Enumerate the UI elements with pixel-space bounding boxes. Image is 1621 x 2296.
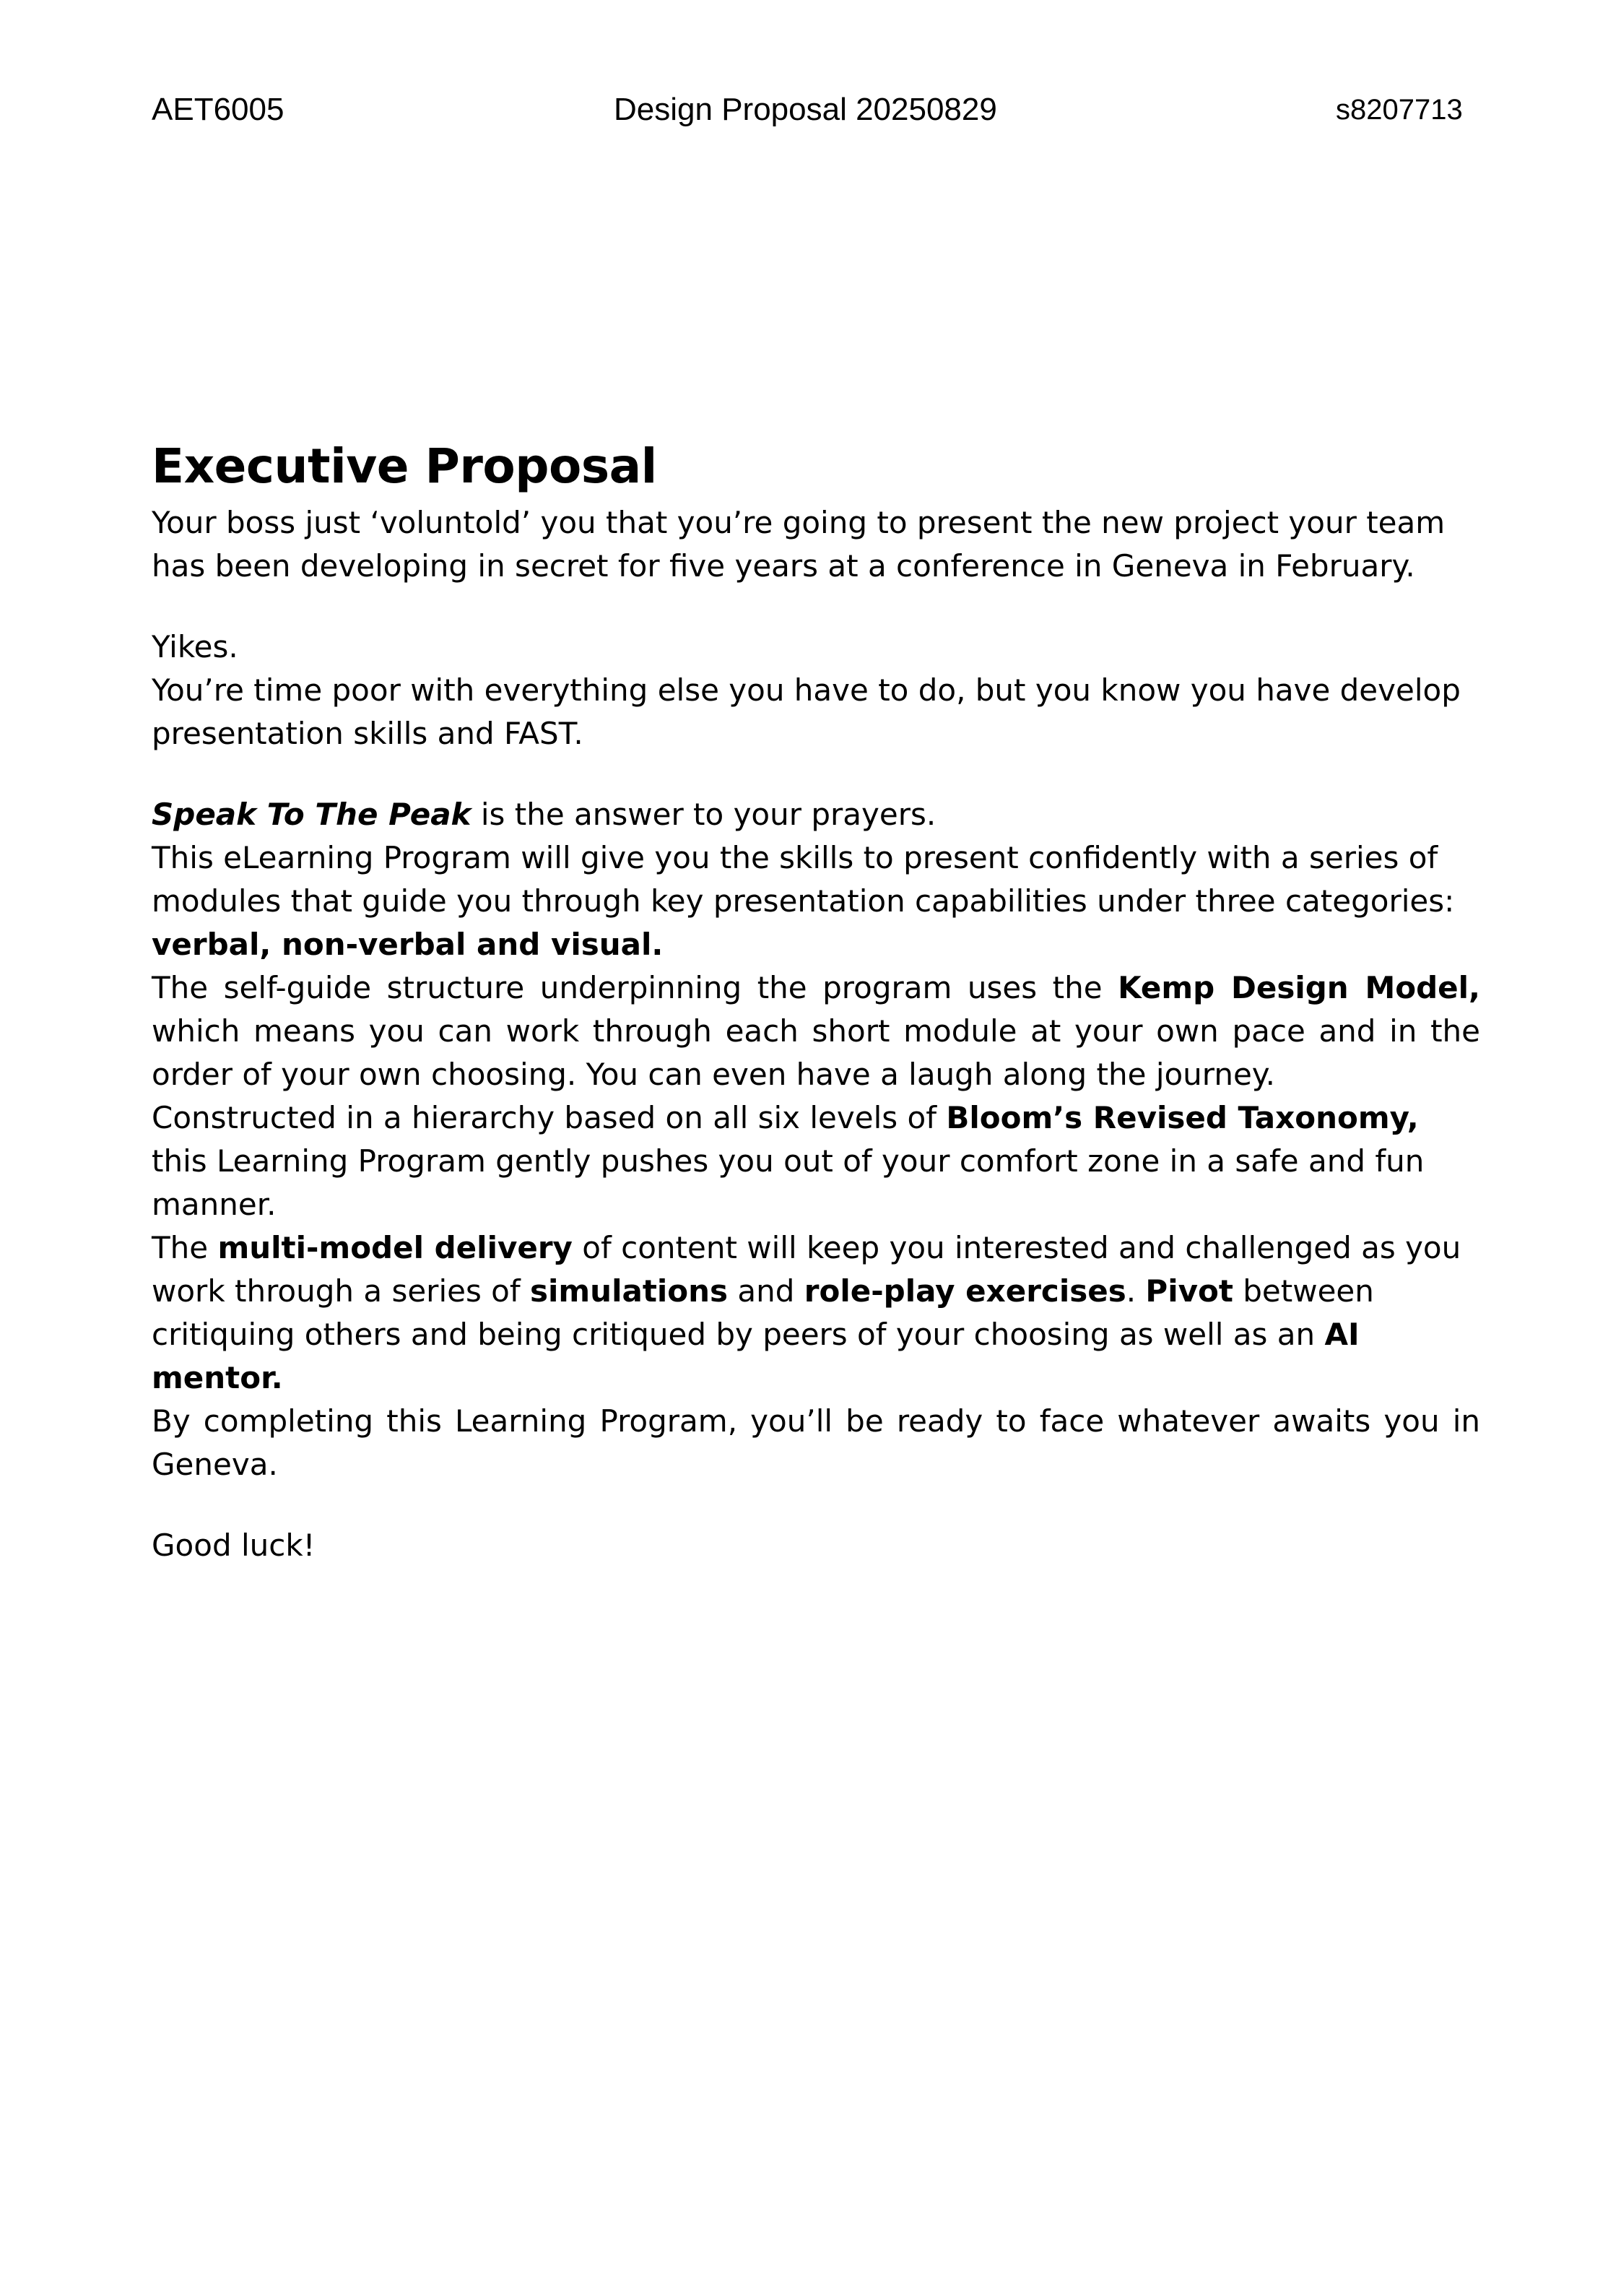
spacer [152, 1486, 1480, 1524]
bloom-taxonomy-bold: Bloom’s Revised Taxonomy, [946, 1100, 1419, 1135]
paragraph-bloom: Constructed in a hierarchy based on all six levels of Bloom’s Revised Taxonomy, this Learning Program gently pushes you out of your comfort zone in a safe and fun manner. [152, 1100, 1425, 1222]
document-title-header: Design Proposal 20250829 [614, 92, 997, 127]
course-code: AET6005 [152, 92, 284, 127]
paragraph-intro: Your boss just ‘voluntold’ you that you’re going to present the new project your team has been developing in secret for five years at a conference in Geneva in February. [152, 505, 1446, 584]
kemp-model-bold: Kemp Design Model, [1118, 970, 1480, 1005]
paragraph-geneva: By completing this Learning Program, you’ll be ready to face whatever awaits you in Geneva. [152, 1403, 1480, 1482]
paragraph-delivery: The multi-model delivery of content will keep you interested and challenged as you work through a series of simulations and role-play exercises. Pivot between critiquing others and being critiqued by peers of your choosing as well as an AI mentor. [152, 1230, 1461, 1395]
page-header [0, 88, 1621, 131]
document-body [152, 432, 1480, 1567]
spacer [152, 755, 1480, 793]
paragraph-time-poor: You’re time poor with everything else you have to do, but you know you have develop presentation skills and FAST. [152, 672, 1461, 751]
paragraph-kemp: The self-guide structure underpinning the program uses the Kemp Design Model, which means you can work through each short module at your own pace and in the order of your own choosing. You can even have a laugh along the journey. [152, 970, 1480, 1092]
paragraph-yikes: Yikes. [152, 629, 238, 664]
page-title: Executive Proposal [152, 438, 657, 494]
program-name: Speak To The Peak [152, 797, 471, 832]
spacer [152, 588, 1480, 625]
paragraph-good-luck: Good luck! [152, 1528, 316, 1563]
paragraph-program-name: Speak To The Peak is the answer to your prayers. [152, 797, 936, 832]
paragraph-elearning: This eLearning Program will give you the skills to present confidently with a series of modules that guide you through key presentation capabilities under three categories: verbal, non-verbal and visual. [152, 840, 1455, 962]
student-id: s8207713 [1336, 94, 1463, 126]
categories-bold: verbal, non-verbal and visual. [152, 927, 664, 962]
